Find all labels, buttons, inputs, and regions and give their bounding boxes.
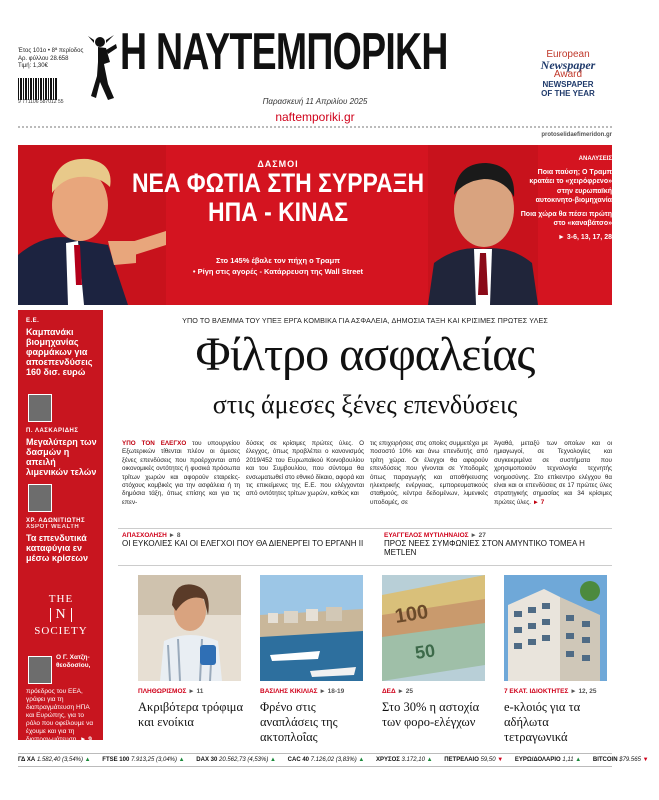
banner-subheads xyxy=(18,255,538,277)
issue-year: Έτος 101ο • 8ª περίοδος xyxy=(18,48,84,54)
issue-date: Παρασκευή 11 Απριλίου 2025 xyxy=(262,97,368,106)
main-headline[interactable]: Φίλτρο ασφαλείας xyxy=(195,328,535,381)
ticker-name: ΠΕΤΡΕΛΑΙΟ xyxy=(444,757,479,763)
arrow-up-icon: ▲ xyxy=(358,757,365,763)
tile-label xyxy=(138,688,203,695)
port-photo[interactable] xyxy=(260,575,363,681)
award-line2: Newspaper xyxy=(540,58,596,72)
hermes-logo-icon xyxy=(88,34,118,102)
website-link[interactable]: naftemporiki.gr xyxy=(275,110,355,124)
award-line3: Award xyxy=(553,69,583,80)
tile-label xyxy=(504,688,597,695)
arrow-up-icon: ▲ xyxy=(178,757,185,763)
main-column-3: τις επιχειρήσεις στις οποίες συμμετέχει με ποσοστό 10% και άνω επενδυτής από τρίτη χώρα. Οι έλεγχοι θα αφορούν επενδύσεις που γίνονται σε Υποδομές όπως παραγωγής και αποθήκευσης ηλεκτρικής ενέργειας, εμπορευματικούς σταθμούς, κέντρα δεδομένων, λιμενικές υποδομές, σε xyxy=(370,440,488,506)
analysis-item[interactable]: Ποια παύση; Ο Τραμπ κρατάει το «χειρόφρενο» στην ευρωπαϊκή αυτοκινητο-βιομηχανία xyxy=(529,168,612,204)
main-column-2: δύσεις σε κρίσιμες πρώτες ύλες. Ο έλεγχος, όπως προβλέπει ο κανονισμός 2019/452 του Ευρωπαϊκού Κοινοβουλίου και του Συμβουλίου, που σύντομα θα ενσωματωθεί στο εθνικό δίκαιο, αφορά και τις επικείμενες της Ε.Ε. που ελέγχονται από οντότητες τρίτων χωρών, καθώς και xyxy=(246,440,364,498)
sidebar-story-name: Ο Γ. Χατζη-θεοδοσίου, xyxy=(56,654,91,669)
sidebar-story-label: Π. ΛΑΣΚΑΡΙΔΗΣ xyxy=(26,428,79,434)
award-line5: OF THE YEAR xyxy=(541,89,595,98)
sidebar-story-sublabel: XSPOT WEALTH xyxy=(26,524,80,530)
arrow-up-icon: ▲ xyxy=(270,757,276,763)
banner-sub2: • Ρίγη στις αγορές - Κατάρρευση της Wall Street xyxy=(192,267,364,276)
link-story-left[interactable] xyxy=(122,532,372,548)
analysis-label: ΑΝΑΛΥΣΕΙΣ xyxy=(578,156,612,162)
ticker-name: ΓΔ ΧΑ xyxy=(18,757,36,763)
link-label: ΑΠΑΣΧΟΛΗΣΗ xyxy=(122,532,167,539)
issue-meta xyxy=(18,48,83,71)
ticker-item xyxy=(102,757,184,763)
banner-tag: ΔΑΣΜΟΙ xyxy=(257,159,299,169)
analysis-pages: ► 3-6, 13, 17, 28 xyxy=(557,233,612,241)
left-sidebar xyxy=(18,310,103,743)
link-text: ΠΡΟΣ ΝΕΕΣ ΣΥΜΦΩΝΙΕΣ ΣΤΟΝ ΑΜΥΝΤΙΚΟ ΤΟΜΕΑ Η METLEN xyxy=(384,539,585,557)
tile-label xyxy=(382,688,413,695)
banner-headline[interactable] xyxy=(57,169,499,227)
sidebar-story-page: ► 9 xyxy=(79,736,92,743)
main-column-4 xyxy=(494,440,612,507)
tile-page: ► 12, 25 xyxy=(570,688,597,695)
ticker-value: 59,50 xyxy=(480,757,496,763)
ticker-name: FTSE 100 xyxy=(102,757,130,763)
source-credit: protoselidaefimeridon.gr xyxy=(541,132,612,138)
issue-price: Τιμή: 1,30€ xyxy=(18,63,48,69)
tile-page: ► 18-19 xyxy=(319,688,345,695)
main-kicker: ΥΠΟ ΤΟ ΒΛΕΜΜΑ ΤΟΥ ΥΠΕΞ ΕΡΓΑ ΚΟΜΒΙΚΑ ΓΙΑ ΑΣΦΑΛΕΙΑ, ΔΗΜΟΣΙΑ ΤΑΞΗ ΚΑΙ ΚΡΙΣΙΜΕΣ ΠΡΩΤΕΣ ΥΛΕΣ xyxy=(182,316,548,325)
society-the: THE xyxy=(48,593,74,605)
arrow-down-icon: ▼ xyxy=(497,757,504,763)
ticker-value: 20.562,73 (4,53%) xyxy=(218,757,269,763)
ticker-item xyxy=(288,757,365,763)
sidebar-story-text: Τα επενδυτικά καταφύγια εν μέσω κρίσεων xyxy=(26,533,88,563)
ticker-item xyxy=(196,757,276,763)
issue-number: Αρ. φύλλου 28.658 xyxy=(18,55,69,62)
newspaper-name: Η ΝΑΥΤΕΜΠΟΡΙΚΗ xyxy=(120,23,448,81)
groceries-photo[interactable] xyxy=(138,575,241,681)
banknotes-photo[interactable] xyxy=(382,575,485,681)
sidebar-story-text: Καμπανάκι βιομηχανίας φαρμάκων για αποεπενδύσεις 160 δισ. ευρώ xyxy=(26,327,93,377)
award-line4: NEWSPAPER xyxy=(542,80,594,89)
laskaridis-photo xyxy=(28,394,52,422)
main-subheadline: στις άμεσες ξένες επενδύσεις xyxy=(212,390,518,419)
barcode-number: 9 771106 587012 55 xyxy=(18,99,64,105)
link-page: ► 8 xyxy=(168,532,181,539)
main-lead: ΥΠΟ ΤΟΝ ΕΛΕΓΧΟ xyxy=(122,440,187,447)
sidebar-story-body xyxy=(26,688,98,744)
ticker-name: ΕΥΡΩ/ΔΟΛΑΡΙΟ xyxy=(514,757,561,763)
banner-headline-line2: ΗΠΑ - ΚΙΝΑΣ xyxy=(207,197,348,227)
tile-label-text: 7 ΕΚΑΤ. ΙΔΙΟΚΤΗΤΕΣ xyxy=(504,688,569,695)
masthead-divider xyxy=(18,126,612,129)
sidebar-story[interactable] xyxy=(26,318,98,377)
sidebar-story[interactable] xyxy=(56,654,100,670)
ticker-item xyxy=(593,757,649,763)
ticker-value: 3.172,10 xyxy=(401,757,425,763)
sidebar-story[interactable] xyxy=(26,428,98,477)
tile-page: ► 25 xyxy=(397,688,413,695)
ticker-name: ΧΡΥΣΟΣ xyxy=(376,757,400,763)
ticker-value: 1,11 xyxy=(562,757,574,763)
ticker-value: 7.913,25 (3,04%) xyxy=(130,757,177,763)
svg-text:50: 50 xyxy=(413,640,437,663)
newspaper-award xyxy=(522,50,614,98)
sidebar-story-label: Ε.Ε. xyxy=(26,318,40,324)
tile-label-text: ΒΑΣΙΛΗΣ ΚΙΚΙΛΙΑΣ xyxy=(260,688,318,695)
sidebar-story-text: Μεγαλύτερη των δασμών η απειλή λιμενικών τελών xyxy=(26,437,97,477)
tile-title[interactable]: Ακριβότερα τρόφιμα και ενοίκια xyxy=(138,700,244,729)
tile-title[interactable]: Στο 30% η αστοχία των φορο-ελέγχων xyxy=(382,700,480,729)
banner-headline-line1: ΝΕΑ ΦΩΤΙΑ ΣΤΗ ΣΥΡΡΑΞΗ xyxy=(131,168,425,198)
ticker-item xyxy=(18,757,91,763)
banner-sub1: Στο 145% έβαλε τον πήχη ο Τραμπ xyxy=(216,256,340,265)
adonitiotis-photo xyxy=(28,484,52,512)
link-page: ► 27 xyxy=(470,532,486,539)
main-column-text: Άγαθά, μεταξύ των οποίων και οι ημιαγωγοί, σε Τεχνολογίες και συγκεκριμένα σε συστήματα που χρησιμοποιούν τεχνολογία τεχνητής νοημοσύνης. Στο επίκεντρο ελέγχου θα είναι και οι επενδύσεις σε 17 πρώτες ύλες στρατηγικής σημασίας και 34 κρίσιμες πρώτες ύλες. xyxy=(494,440,612,506)
main-column-1 xyxy=(122,440,240,507)
arrow-up-icon: ▲ xyxy=(84,757,91,763)
link-label: ΕΥΑΓΓΕΛΟΣ ΜΥΤΙΛΗΝΑΙΟΣ xyxy=(384,532,469,539)
main-page: ► 7 xyxy=(532,498,545,506)
divider xyxy=(118,528,612,529)
society-n: N xyxy=(50,608,72,622)
svg-text:100: 100 xyxy=(393,600,430,628)
tile-title[interactable]: e-κλοιός για τα αδήλωτα τετραγωνικά xyxy=(504,700,581,744)
society-word: SOCIETY xyxy=(34,625,88,637)
link-story-right[interactable] xyxy=(384,532,612,557)
ticker-value: 7.126,02 (3,83%) xyxy=(310,757,357,763)
ticker-name: CAC 40 xyxy=(287,757,309,763)
ticker-value: 1.582,40 (3,54%) xyxy=(36,757,83,763)
tile-label xyxy=(260,688,344,695)
ticker-item xyxy=(515,757,581,763)
analysis-box[interactable] xyxy=(518,155,612,242)
market-ticker xyxy=(18,753,649,767)
sidebar-story-text: πρόεδρος του ΕΕΑ, γράφει για τη διαπραγμάτευση ΗΠΑ και Ευρώπης, για το ρόλο που οφείλουμε να έχουμε και για τη διαπραγ-μάτευση. xyxy=(26,688,94,743)
chatzitheodosiou-photo xyxy=(28,656,52,684)
award-line1: European xyxy=(546,49,590,60)
tile-title[interactable]: Φρένο στις αναπλάσεις της ακτοπλοΐας xyxy=(260,700,338,744)
ticker-item xyxy=(444,757,503,763)
ticker-value: $79.565 xyxy=(619,757,641,763)
tile-label-text: ΔΕΔ xyxy=(382,688,396,695)
ticker-item xyxy=(376,757,433,763)
link-text: ΟΙ ΕΥΚΟΛΙΕΣ ΚΑΙ ΟΙ ΕΛΕΓΧΟΙ ΠΟΥ ΘΑ ΔΙΕΝΕΡΓΕΙ ΤΟ ΕΡΓΑΝΗ ΙΙ xyxy=(122,539,364,548)
ticker-name: BITCOIN xyxy=(592,757,618,763)
main-column-text: του υπουργείου Εξωτερικών τίθενται πλέον οι άμεσες ξένες επενδύσεις που προέρχονται από οικονομικές οντότητες ή φυσικά πρόσωπα τρίτων χωρών και αφορούν εταιρείες-στόχους κομβικές για την ασφάλεια ή τη δημόσια τάξη, όπως επίσης και για τις επεν- xyxy=(122,440,240,506)
divider xyxy=(118,565,612,566)
analysis-item[interactable]: Ποια χώρα θα πέσει πρώτη στο «καναβάτσο» xyxy=(520,210,612,227)
sidebar-story[interactable] xyxy=(26,518,98,563)
sidebar-story-label: ΧΡ. ΑΔΩΝΙΤΙΩΤΗΣ xyxy=(26,518,86,524)
buildings-photo[interactable] xyxy=(504,575,607,681)
arrow-up-icon: ▲ xyxy=(426,757,433,763)
tile-label-text: ΠΛΗΘΩΡΙΣΜΟΣ xyxy=(138,688,187,695)
ticker-name: DAX 30 xyxy=(196,757,218,763)
top-banner[interactable] xyxy=(18,145,612,305)
arrow-up-icon: ▲ xyxy=(575,757,582,763)
tile-page: ► 11 xyxy=(188,688,204,695)
the-n-society-logo[interactable] xyxy=(26,592,96,638)
arrow-down-icon: ▼ xyxy=(642,757,649,763)
